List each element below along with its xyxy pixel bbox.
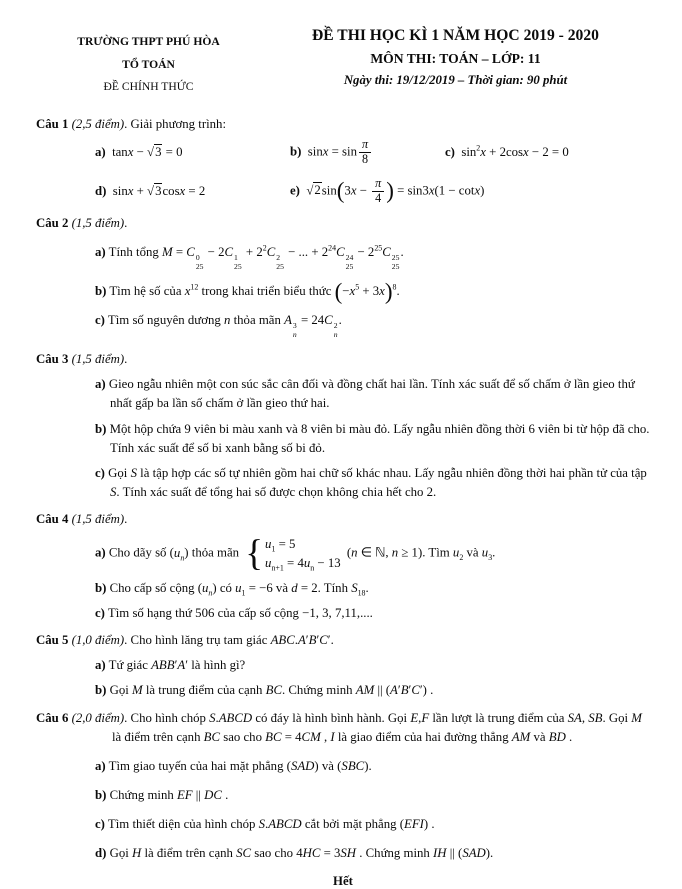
school-name: TRƯỜNG THPT PHÚ HÒA [77,35,220,48]
question-2-part-c: c) Tìm số nguyên dương n thỏa mãn A 3 n = 24C 2 n . [95,313,342,340]
question-1-part-c: c) $\sin^2x + 2\cos x - 2 = 0$ [445,143,569,159]
question-6-part-b: b) Chứng minh EF || DC . [95,788,229,803]
question-2-points: (1,5 điểm) [71,215,125,230]
question-4-points: (1,5 điểm) [71,512,125,527]
question-1-part-e: e) √2sin(3x − $\frac{\pi}{4}$ ) = sin3x(1 − cotx) [290,175,485,205]
question-1 [36,115,650,206]
question-1-heading [36,115,650,134]
question-3-part-c: c) Gọi S là tập hợp các số tự nhiên gồm hai chữ số khác nhau. Lấy ngẫu nhiên đồng thời hai phần tử của tập S. Tính xác suất để tổng hai số được chọn không chia hết cho 2. [95,465,647,500]
question-1-points: (2,5 điểm) [71,116,125,131]
question-3-label: Câu 3 [36,351,69,366]
document-header [36,26,650,99]
question-4-part-c: c) Tìm số hạng thứ 506 của cấp số cộng −1, 3, 7,11,.... [95,605,373,620]
question-2-part-a: a) Tính tổng M = C 0 25 − 2C 1 25 + $2^2C$ 2 25 − ... + $2^{24}C$ 24 25 − $2^{25}C$ 25 25 . [95,243,404,272]
question-2-part-b: b) Tìm hệ số của $x^{12}$ trong khai triển biểu thức $(-x^5 + 3x)^8$. [95,277,400,304]
question-5-heading [36,631,650,650]
question-5-intro: . Cho hình lăng trụ tam giác ABC.A′B′C′. [124,632,334,647]
question-6-part-c: c) Tìm thiết diện của hình chóp S.ABCD cắt bởi mặt phẳng (EFI) . [95,817,435,832]
question-6-part-d: d) Gọi H là điểm trên cạnh SC sao cho 4HC = 3SH . Chứng minh IH || (SAD). [95,846,494,861]
question-1-label: Câu 1 [36,116,69,131]
question-3-part-a: a) Gieo ngẫu nhiên một con súc sắc cân đối và đồng chất hai lần. Tính xác suất để số chấm ở lần gieo thứ nhất gấp ba lần số chấm ở lần gieo thứ hai. [95,377,635,411]
question-6-intro: . Cho hình chóp S.ABCD có đáy là hình bình hành. Gọi E,F lần lượt là trung điểm của SA, SB. Gọi M là điểm trên cạnh BC sao cho BC = 4CM , I là giao điểm của hai đường thẳng AM và BD . [112,710,642,744]
question-1-part-a: a) tanx − √3 = 0 [95,144,183,159]
question-4-part-a: a) Cho dãy số $(u_n)$ thỏa mãn { $u_1 = 5$ $u_{n+1} = 4u_n - 13$ (n ∈ ℕ, n ≥ 1). Tìm $u_2$ và $u_3$. [95,533,496,575]
question-4-intro: . [124,512,128,527]
question-6 [36,709,650,864]
question-6-label: Câu 6 [36,710,69,725]
question-5-part-a: a) Tứ giác ABB′A′ là hình gì? [95,658,246,673]
question-1-part-d: d) sinx + √3cosx = 2 [95,183,206,198]
question-4-part-b: b) Cho cấp số cộng $(u_n)$ có $u_1 = -6$ và d = 2. Tính $S_{18}$. [95,580,369,598]
question-2-heading [36,214,650,233]
question-6-points: (2,0 điểm) [71,710,125,725]
header-left-block [36,26,261,99]
question-1-intro: . Giải phương trình: [124,116,227,131]
question-2-intro: . [124,215,128,230]
question-1-part-b: b) sinx = sin $\frac{\pi}{8}$ [290,138,445,167]
question-4 [36,510,650,623]
exam-date-time: Ngày thi: 19/12/2019 – Thời gian: 90 phút [343,73,568,88]
question-5-points: (1,0 điểm) [71,632,125,647]
question-3 [36,350,650,502]
question-6-heading [36,709,650,747]
question-5-part-b: b) Gọi M là trung điểm của cạnh BC. Chứng minh AM || (A′B′C′) . [95,683,434,698]
question-2-label: Câu 2 [36,215,69,230]
question-3-heading [36,350,650,369]
question-3-part-b: b) Một hộp chứa 9 viên bi màu xanh và 8 viên bi màu đỏ. Lấy ngẫu nhiên đồng thời 6 viên bi từ hộp đã cho. Tính xác suất để số bi xanh bằng số bi đỏ. [95,421,650,455]
question-3-intro: . [124,351,128,366]
exam-type-label: ĐỀ CHÍNH THỨC [103,80,194,94]
header-right-block [261,26,650,99]
question-4-label: Câu 4 [36,512,69,527]
end-of-exam-label: Hết [333,873,353,888]
exam-title: ĐỀ THI HỌC KÌ 1 NĂM HỌC 2019 - 2020 [312,27,599,44]
exam-subject: MÔN THI: TOÁN – LỚP: 11 [370,51,541,67]
question-3-points: (1,5 điểm) [71,351,125,366]
department-name: TỔ TOÁN [122,57,175,71]
question-4-heading [36,510,650,529]
question-5 [36,631,650,701]
question-5-label: Câu 5 [36,632,69,647]
question-6-part-a: a) Tìm giao tuyến của hai mặt phẳng (SAD) và (SBC). [95,758,372,773]
question-2 [36,214,650,340]
